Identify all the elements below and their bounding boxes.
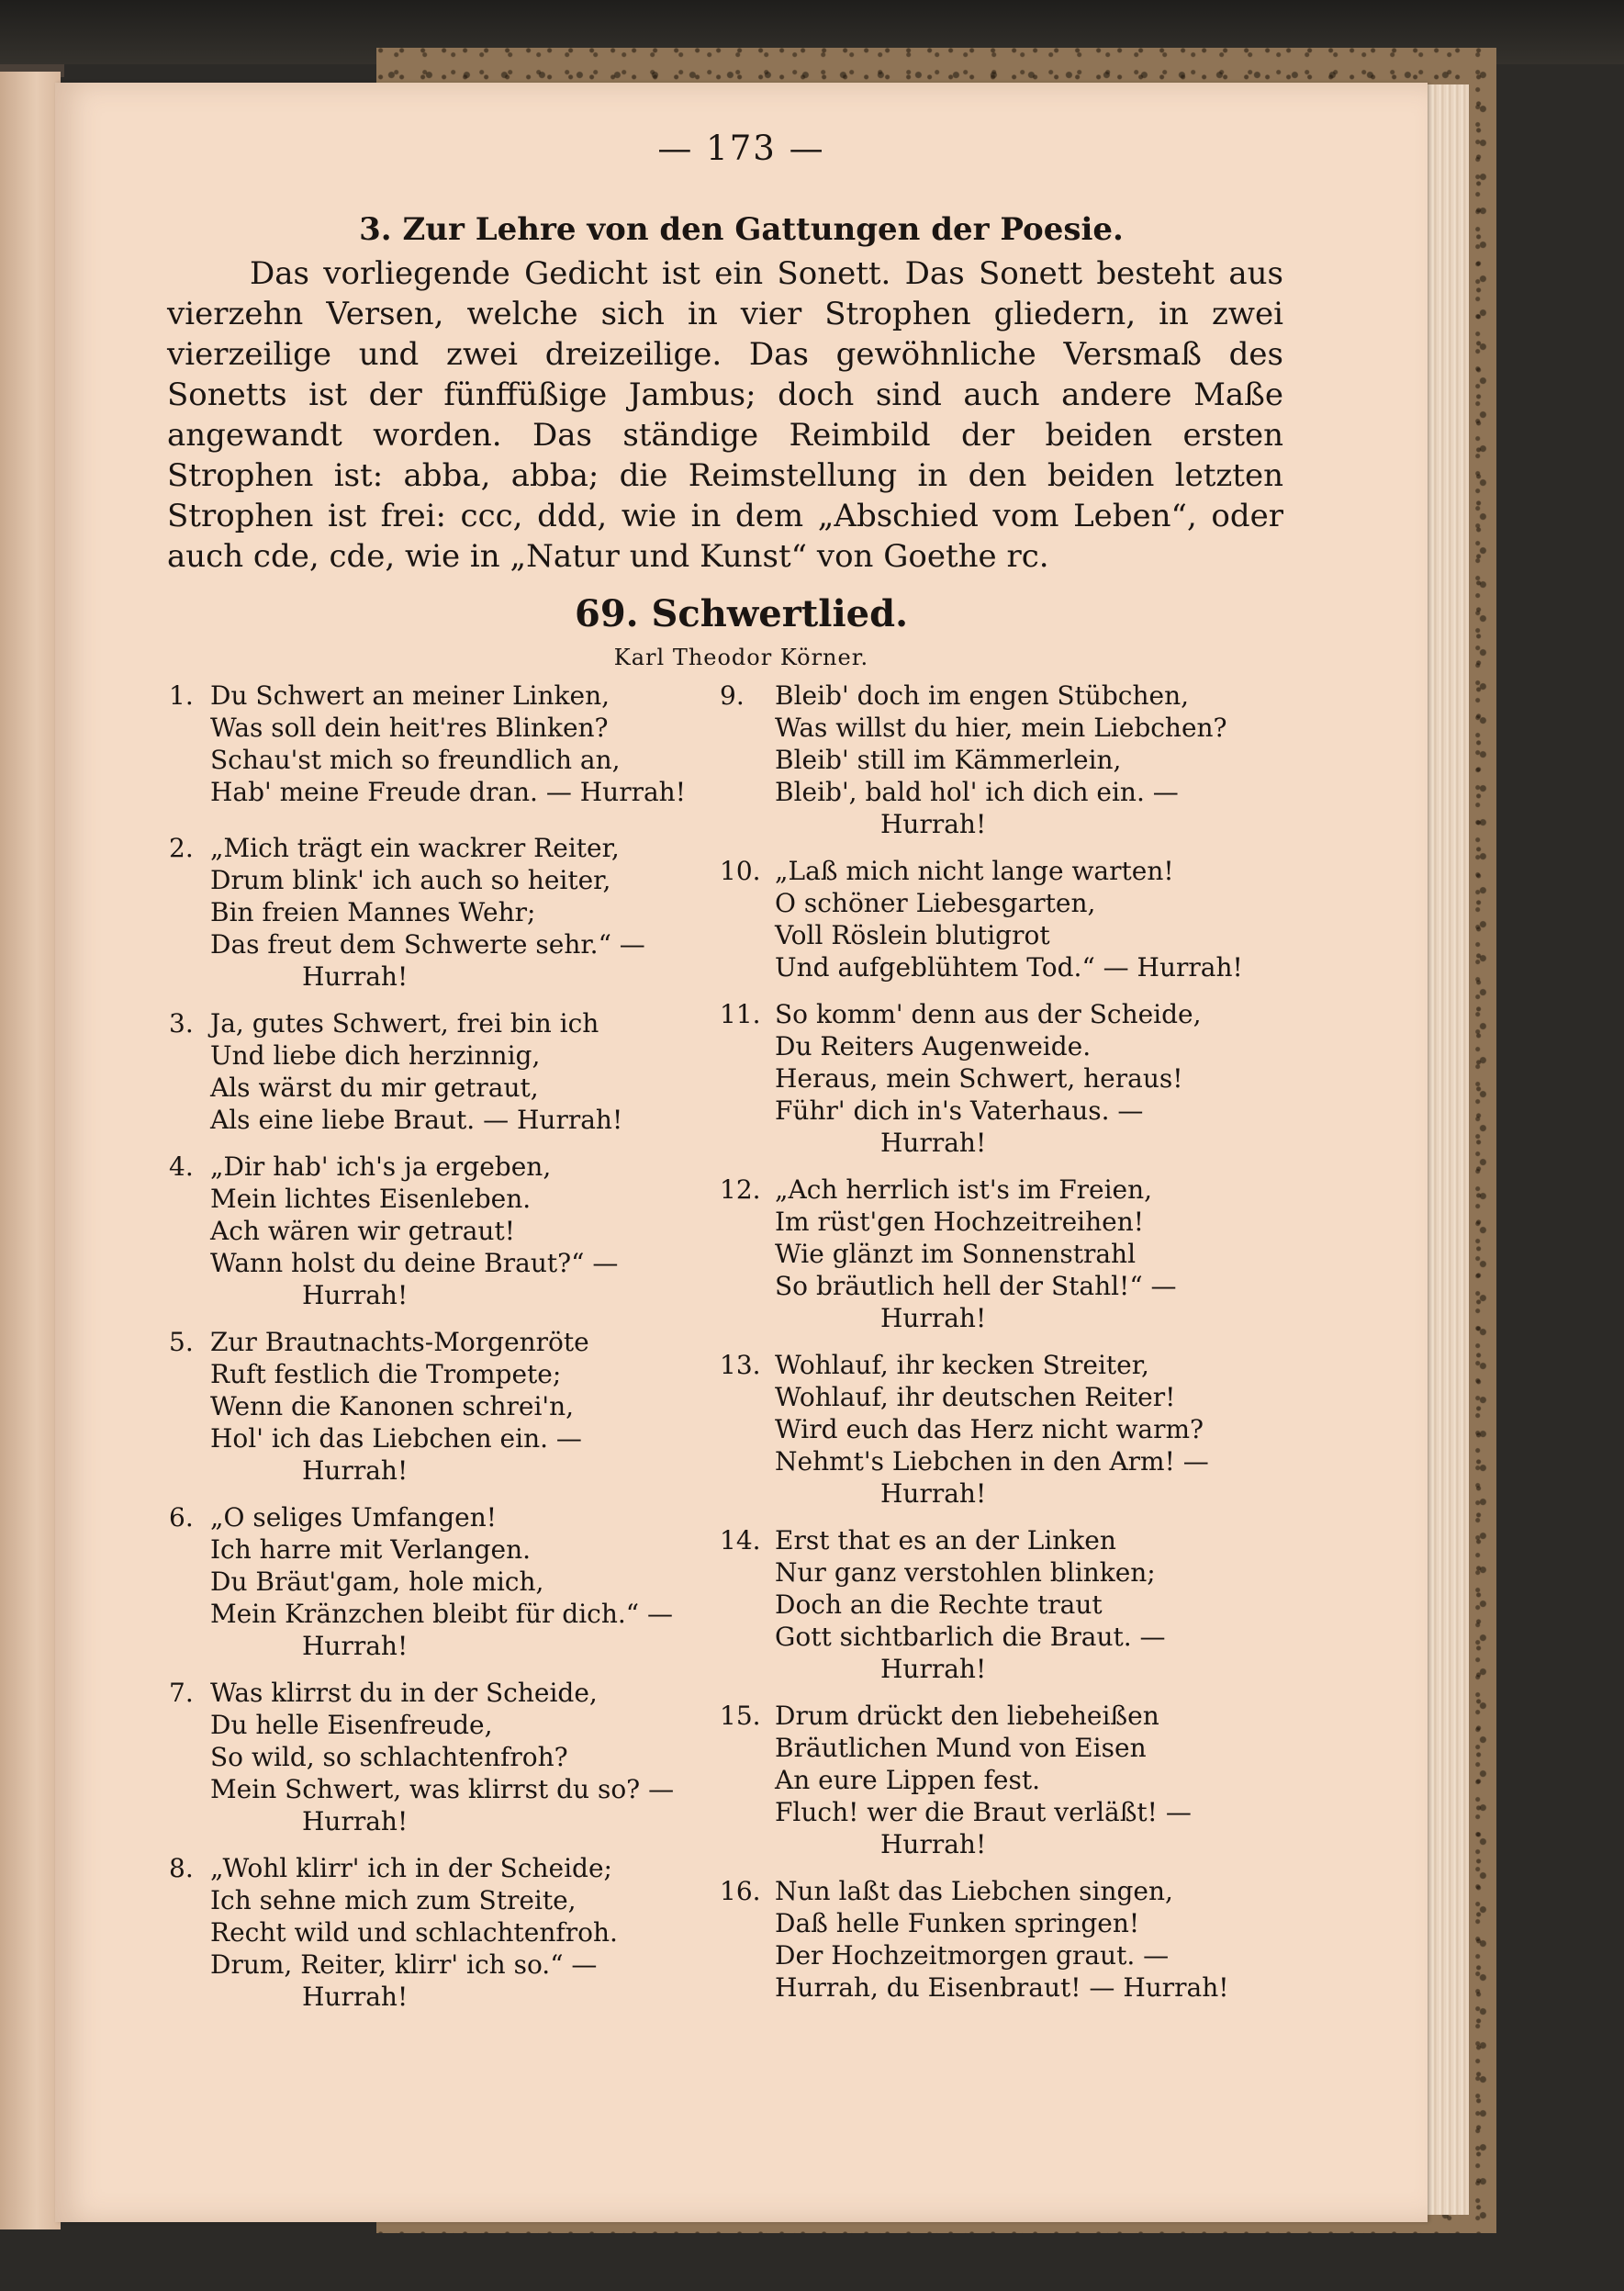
verse-line: Bleib' doch im engen Stübchen, — [775, 680, 1190, 711]
refrain: Hurrah! — [880, 809, 987, 839]
verse-line: So wild, so schlachtenfroh? — [210, 1742, 568, 1772]
verse-line: Mein Schwert, was klirrst du so? — — [210, 1774, 675, 1804]
verse-line: Und aufgeblühtem Tod.“ — Hurrah! — [775, 952, 1243, 983]
stanza-number: 1. — [169, 680, 194, 711]
stanza — [169, 1501, 756, 1662]
verse-line: Zur Brautnachts-Morgenröte — [210, 1327, 589, 1357]
refrain: Hurrah! — [880, 1829, 987, 1859]
poem-column-left — [169, 679, 756, 2013]
verse-line: So komm' denn aus der Scheide, — [775, 999, 1202, 1029]
stanza — [169, 1326, 756, 1487]
verse-line: „Wohl klirr' ich in der Scheide; — [210, 1853, 612, 1883]
verse-line: Hab' meine Freude dran. — Hurrah! — [210, 777, 686, 807]
verse-line: Fluch! wer die Braut verläßt! — — [775, 1797, 1192, 1827]
stanza — [169, 1677, 756, 1837]
refrain: Hurrah! — [880, 1303, 987, 1333]
verse-line: Recht wild und schlachtenfroh. — [210, 1917, 618, 1948]
verse-line: Schau'st mich so freundlich an, — [210, 745, 621, 775]
stanza — [169, 679, 756, 808]
refrain: Hurrah! — [880, 1478, 987, 1509]
verse-line: Mein Kränzchen bleibt für dich.“ — — [210, 1599, 673, 1629]
poem-column-right — [720, 679, 1298, 2004]
verse-line: „Ach herrlich ist's im Freien, — [775, 1174, 1153, 1205]
verse-line: Ich sehne mich zum Streite, — [210, 1885, 577, 1915]
verse-line: Doch an die Rechte traut — [775, 1589, 1103, 1620]
verse-line: „Mich trägt ein wackrer Reiter, — [210, 833, 620, 863]
stanza-number: 16. — [720, 1876, 761, 1906]
verse-line: Als eine liebe Braut. — Hurrah! — [210, 1105, 623, 1135]
stanza-number: 12. — [720, 1174, 761, 1205]
poem-author: Karl Theodor Körner. — [613, 645, 869, 670]
verse-line: Mein lichtes Eisenleben. — [210, 1184, 532, 1214]
stanza-number: 8. — [169, 1853, 194, 1883]
section-heading: 3. Zur Lehre von den Gattungen der Poesie. — [359, 211, 1124, 248]
stanza-number: 3. — [169, 1008, 194, 1039]
verse-line: Ich harre mit Verlangen. — [210, 1534, 532, 1565]
verse-line: Drum drückt den liebeheißen — [775, 1701, 1159, 1731]
verse-line: Wird euch das Herz nicht warm? — [775, 1414, 1204, 1444]
verse-line: Voll Röslein blutigrot — [775, 920, 1050, 950]
verse-line: „O seliges Umfangen! — [210, 1502, 497, 1533]
verse-line: „Dir hab' ich's ja ergeben, — [210, 1151, 552, 1182]
verse-line: Wohlauf, ihr kecken Streiter, — [775, 1350, 1149, 1380]
verse-line: Nur ganz verstohlen blinken; — [775, 1557, 1156, 1588]
stanza — [169, 1852, 756, 2013]
stanza — [720, 1524, 1298, 1685]
verse-line: Und liebe dich herzinnig, — [210, 1040, 541, 1071]
stanza — [720, 1349, 1298, 1510]
verse-line: Der Hochzeitmorgen graut. — — [775, 1940, 1170, 1971]
verse-line: Hurrah, du Eisenbraut! — Hurrah! — [775, 1972, 1229, 2003]
verse-line: Wenn die Kanonen schrei'n, — [210, 1391, 575, 1421]
verse-line: Daß helle Funken springen! — [775, 1908, 1140, 1938]
verse-line: Heraus, mein Schwert, heraus! — [775, 1063, 1183, 1094]
verse-line: Wohlauf, ihr deutschen Reiter! — [775, 1382, 1176, 1412]
verse-line: Ja, gutes Schwert, frei bin ich — [210, 1008, 599, 1039]
verse-line: Nun laßt das Liebchen singen, — [775, 1876, 1173, 1906]
verse-line: Bleib' still im Kämmerlein, — [775, 745, 1122, 775]
book-page — [55, 83, 1428, 2222]
refrain: Hurrah! — [302, 1806, 409, 1836]
stanza — [720, 1875, 1298, 2004]
verse-line: Bleib', bald hol' ich dich ein. — — [775, 777, 1179, 807]
stanza-number: 2. — [169, 833, 194, 863]
verse-line: Was klirrst du in der Scheide, — [210, 1678, 598, 1708]
stanza — [720, 679, 1298, 840]
stanza-number: 5. — [169, 1327, 194, 1357]
page-number: — 173 — — [657, 129, 825, 168]
body-paragraph: Das vorliegende Gedicht ist ein Sonett. Das Sonett besteht aus vierzehn Versen, welche sich in vier Strophen gliedern, in zwei vierzeilige und zwei dreizeilige. Das gewöhnliche Versmaß des Sonetts ist der fünffüßige Jambus; doch sind auch andere Maße angewandt worden. Das ständige Reimbild der beiden ersten Strophen ist: abba, abba; die Reimstellung in den beiden letzten Strophen ist frei: ccc, ddd, wie in dem „Abschied vom Leben“, oder auch cde, cde, wie in „Natur und Kunst“ von Goethe rc. — [167, 255, 1283, 575]
verse-line: Wann holst du deine Braut?“ — — [210, 1248, 619, 1278]
stanza-number: 6. — [169, 1502, 194, 1533]
left-page — [0, 72, 61, 2229]
verse-line: Drum, Reiter, klirr' ich so.“ — — [210, 1949, 598, 1980]
stanza — [720, 855, 1298, 983]
poem-title: 69. Schwertlied. — [574, 592, 908, 635]
stanza — [720, 998, 1298, 1159]
verse-line: Du helle Eisenfreude, — [210, 1710, 493, 1740]
verse-line: Bräutlichen Mund von Eisen — [775, 1733, 1147, 1763]
verse-line: Was soll dein heit'res Blinken? — [210, 713, 609, 743]
stanza — [169, 1007, 756, 1136]
verse-line: So bräutlich hell der Stahl!“ — — [775, 1271, 1177, 1301]
stanza — [169, 832, 756, 993]
verse-line: Du Schwert an meiner Linken, — [210, 680, 610, 711]
stanza — [720, 1700, 1298, 1860]
verse-line: An eure Lippen fest. — [775, 1765, 1040, 1795]
refrain: Hurrah! — [302, 1280, 409, 1310]
verse-line: Nehmt's Liebchen in den Arm! — — [775, 1446, 1209, 1477]
verse-line: Du Reiters Augenweide. — [775, 1031, 1092, 1061]
stanza — [169, 1151, 756, 1311]
verse-line: Als wärst du mir getraut, — [210, 1073, 539, 1103]
verse-line: „Laß mich nicht lange warten! — [775, 856, 1174, 886]
stanza-number: 4. — [169, 1151, 194, 1182]
stanza-number: 14. — [720, 1525, 761, 1555]
stanza-number: 11. — [720, 999, 761, 1029]
verse-line: Ach wären wir getraut! — [210, 1216, 515, 1246]
refrain: Hurrah! — [302, 1982, 409, 2012]
verse-line: Drum blink' ich auch so heiter, — [210, 865, 611, 895]
verse-line: Das freut dem Schwerte sehr.“ — — [210, 929, 645, 960]
refrain: Hurrah! — [880, 1654, 987, 1684]
stanza-number: 13. — [720, 1350, 761, 1380]
verse-line: Führ' dich in's Vaterhaus. — — [775, 1095, 1144, 1126]
refrain: Hurrah! — [880, 1128, 987, 1158]
verse-line: O schöner Liebesgarten, — [775, 888, 1096, 918]
refrain: Hurrah! — [302, 961, 409, 992]
verse-line: Hol' ich das Liebchen ein. — — [210, 1423, 582, 1454]
verse-line: Wie glänzt im Sonnenstrahl — [775, 1239, 1137, 1269]
verse-line: Erst that es an der Linken — [775, 1525, 1116, 1555]
stanza-number: 15. — [720, 1701, 761, 1731]
stanza-number: 9. — [720, 680, 745, 711]
verse-line: Gott sichtbarlich die Braut. — — [775, 1622, 1166, 1652]
verse-line: Bin freien Mannes Wehr; — [210, 897, 536, 927]
stanza-number: 7. — [169, 1678, 194, 1708]
stanza-number: 10. — [720, 856, 761, 886]
refrain: Hurrah! — [302, 1631, 409, 1661]
verse-line: Ruft festlich die Trompete; — [210, 1359, 562, 1389]
verse-line: Was willst du hier, mein Liebchen? — [775, 713, 1227, 743]
stanza — [720, 1174, 1298, 1334]
refrain: Hurrah! — [302, 1455, 409, 1486]
verse-line: Du Bräut'gam, hole mich, — [210, 1567, 544, 1597]
verse-line: Im rüst'gen Hochzeitreihen! — [775, 1207, 1144, 1237]
